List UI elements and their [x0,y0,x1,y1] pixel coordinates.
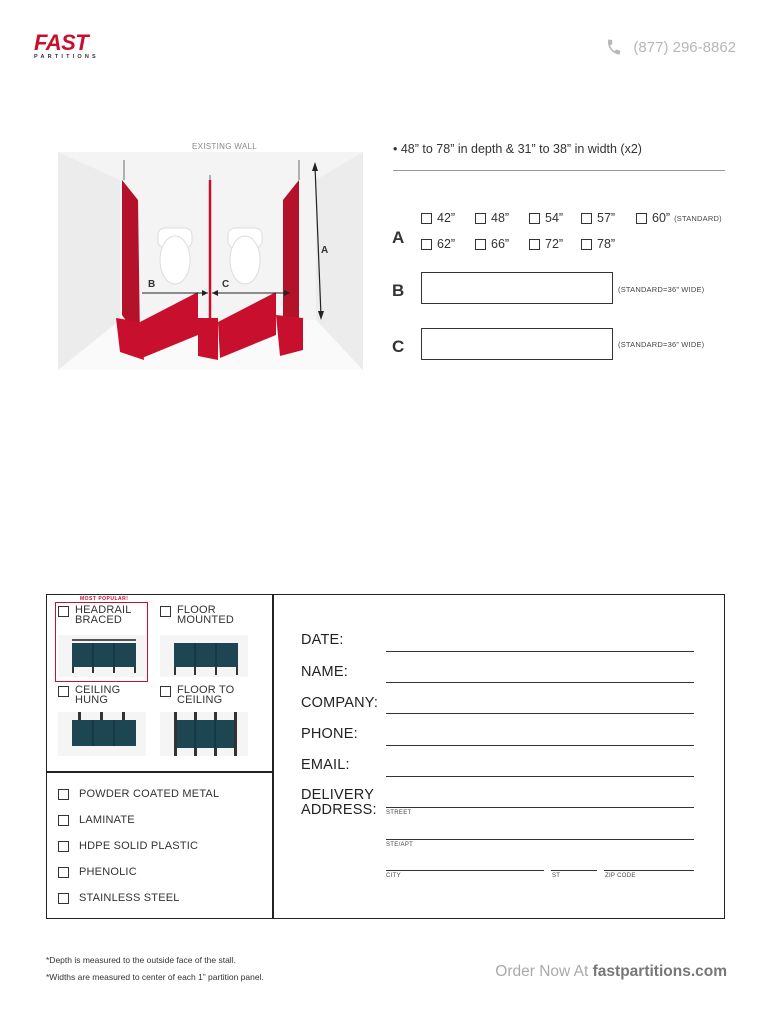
diagram-label-c: C [222,279,230,290]
spec-divider [393,170,725,171]
diagram-label-b: B [148,279,156,290]
material-laminate[interactable]: LAMINATE [58,814,135,826]
phone-contact[interactable] [605,38,736,56]
checkbox-icon[interactable] [58,893,69,904]
ste-apt-field[interactable] [386,839,694,840]
order-now-link[interactable]: Order Now At fastpartitions.com [495,963,727,980]
phone-number: (877) 296-8862 [633,38,736,56]
form-divider-vertical [272,594,274,919]
brand-logo [34,30,99,60]
headrail-braced-image [58,635,146,677]
checkbox-icon[interactable] [58,841,69,852]
option-depth-54[interactable]: 54” [529,211,563,225]
checkbox-icon[interactable] [58,815,69,826]
date-label: DATE: [301,632,344,648]
checkbox-icon[interactable] [636,213,647,224]
row-b-note: (STANDARD=36” WIDE) [618,285,705,294]
size-range-text: • 48” to 78” in depth & 31” to 38” in width (x2) [393,142,642,156]
mount-floor-to-ceiling[interactable]: FLOOR TO CEILING [160,685,234,705]
checkbox-icon[interactable] [160,606,171,617]
logo-subtext: PARTITIONS [34,54,99,60]
checkbox-icon[interactable] [529,213,540,224]
phone-icon [605,38,623,56]
width-b-input[interactable] [421,272,613,304]
city-field[interactable] [386,870,544,871]
width-footnote: *Widths are measured to center of each 1” partition panel. [46,972,264,982]
option-depth-62[interactable]: 62” [421,237,455,251]
option-depth-78[interactable]: 78” [581,237,615,251]
checkbox-icon[interactable] [475,239,486,250]
checkbox-icon[interactable] [421,213,432,224]
checkbox-icon[interactable] [58,867,69,878]
email-field[interactable] [386,776,694,777]
ste-apt-label: STE/APT [386,842,414,848]
checkbox-icon[interactable] [58,686,69,697]
material-hdpe-solid-plastic[interactable]: HDPE SOLID PLASTIC [58,840,198,852]
row-a-letter: A [392,228,405,247]
checkbox-icon[interactable] [58,606,69,617]
floor-mounted-image [160,635,248,677]
checkbox-icon[interactable] [581,239,592,250]
option-depth-60[interactable]: 60” (STANDARD) [636,211,722,225]
company-field[interactable] [386,713,694,714]
mount-floor-mounted[interactable]: FLOOR MOUNTED [160,605,234,625]
checkbox-icon[interactable] [58,789,69,800]
material-phenolic[interactable]: PHENOLIC [58,866,137,878]
row-b-letter: B [392,281,405,300]
toilet-right [228,228,262,284]
most-popular-badge: MOST POPULAR! [80,596,129,602]
checkbox-icon[interactable] [529,239,540,250]
mount-ceiling-hung[interactable]: CEILING HUNG [58,685,120,705]
state-label: ST [552,873,561,879]
option-depth-48[interactable]: 48” [475,211,509,225]
checkbox-icon[interactable] [421,239,432,250]
delivery-address-label: DELIVERY ADDRESS: [301,787,377,818]
option-depth-66[interactable]: 66” [475,237,509,251]
ceiling-hung-image [58,712,146,756]
phone-label: PHONE: [301,726,358,742]
mount-headrail-braced[interactable]: HEADRAIL BRACED [58,605,132,625]
front-pilaster-mid [198,318,218,360]
option-depth-57[interactable]: 57” [581,211,615,225]
existing-wall-label: EXISTING WALL [192,142,257,151]
checkbox-icon[interactable] [581,213,592,224]
phone-field[interactable] [386,745,694,746]
state-field[interactable] [551,870,597,871]
checkbox-icon[interactable] [160,686,171,697]
checkbox-icon[interactable] [475,213,486,224]
form-divider-horizontal [46,771,273,773]
depth-footnote: *Depth is measured to the outside face of the stall. [46,955,236,965]
material-stainless-steel[interactable]: STAINLESS STEEL [58,892,180,904]
row-c-letter: C [392,337,405,356]
option-depth-42[interactable]: 42” [421,211,455,225]
logo-text: FAST [34,30,89,55]
toilet-left [158,228,192,284]
zip-field[interactable] [604,870,694,871]
zip-label: ZIP CODE [605,873,636,879]
stall-diagram [58,140,378,390]
date-field[interactable] [386,651,694,652]
option-depth-72[interactable]: 72” [529,237,563,251]
name-label: NAME: [301,664,348,680]
name-field[interactable] [386,682,694,683]
city-label: CITY [386,873,401,879]
width-c-input[interactable] [421,328,613,360]
street-field[interactable] [386,807,694,808]
row-c-note: (STANDARD=36” WIDE) [618,340,705,349]
left-panel [122,180,140,340]
material-powder-coated-metal[interactable]: POWDER COATED METAL [58,788,219,800]
front-pilaster-right [276,315,303,356]
street-label: STREET [386,810,412,816]
diagram-label-a: A [321,245,329,256]
company-label: COMPANY: [301,695,379,711]
email-label: EMAIL: [301,757,350,773]
floor-to-ceiling-image [160,712,248,756]
standard-note: (STANDARD) [674,213,722,223]
